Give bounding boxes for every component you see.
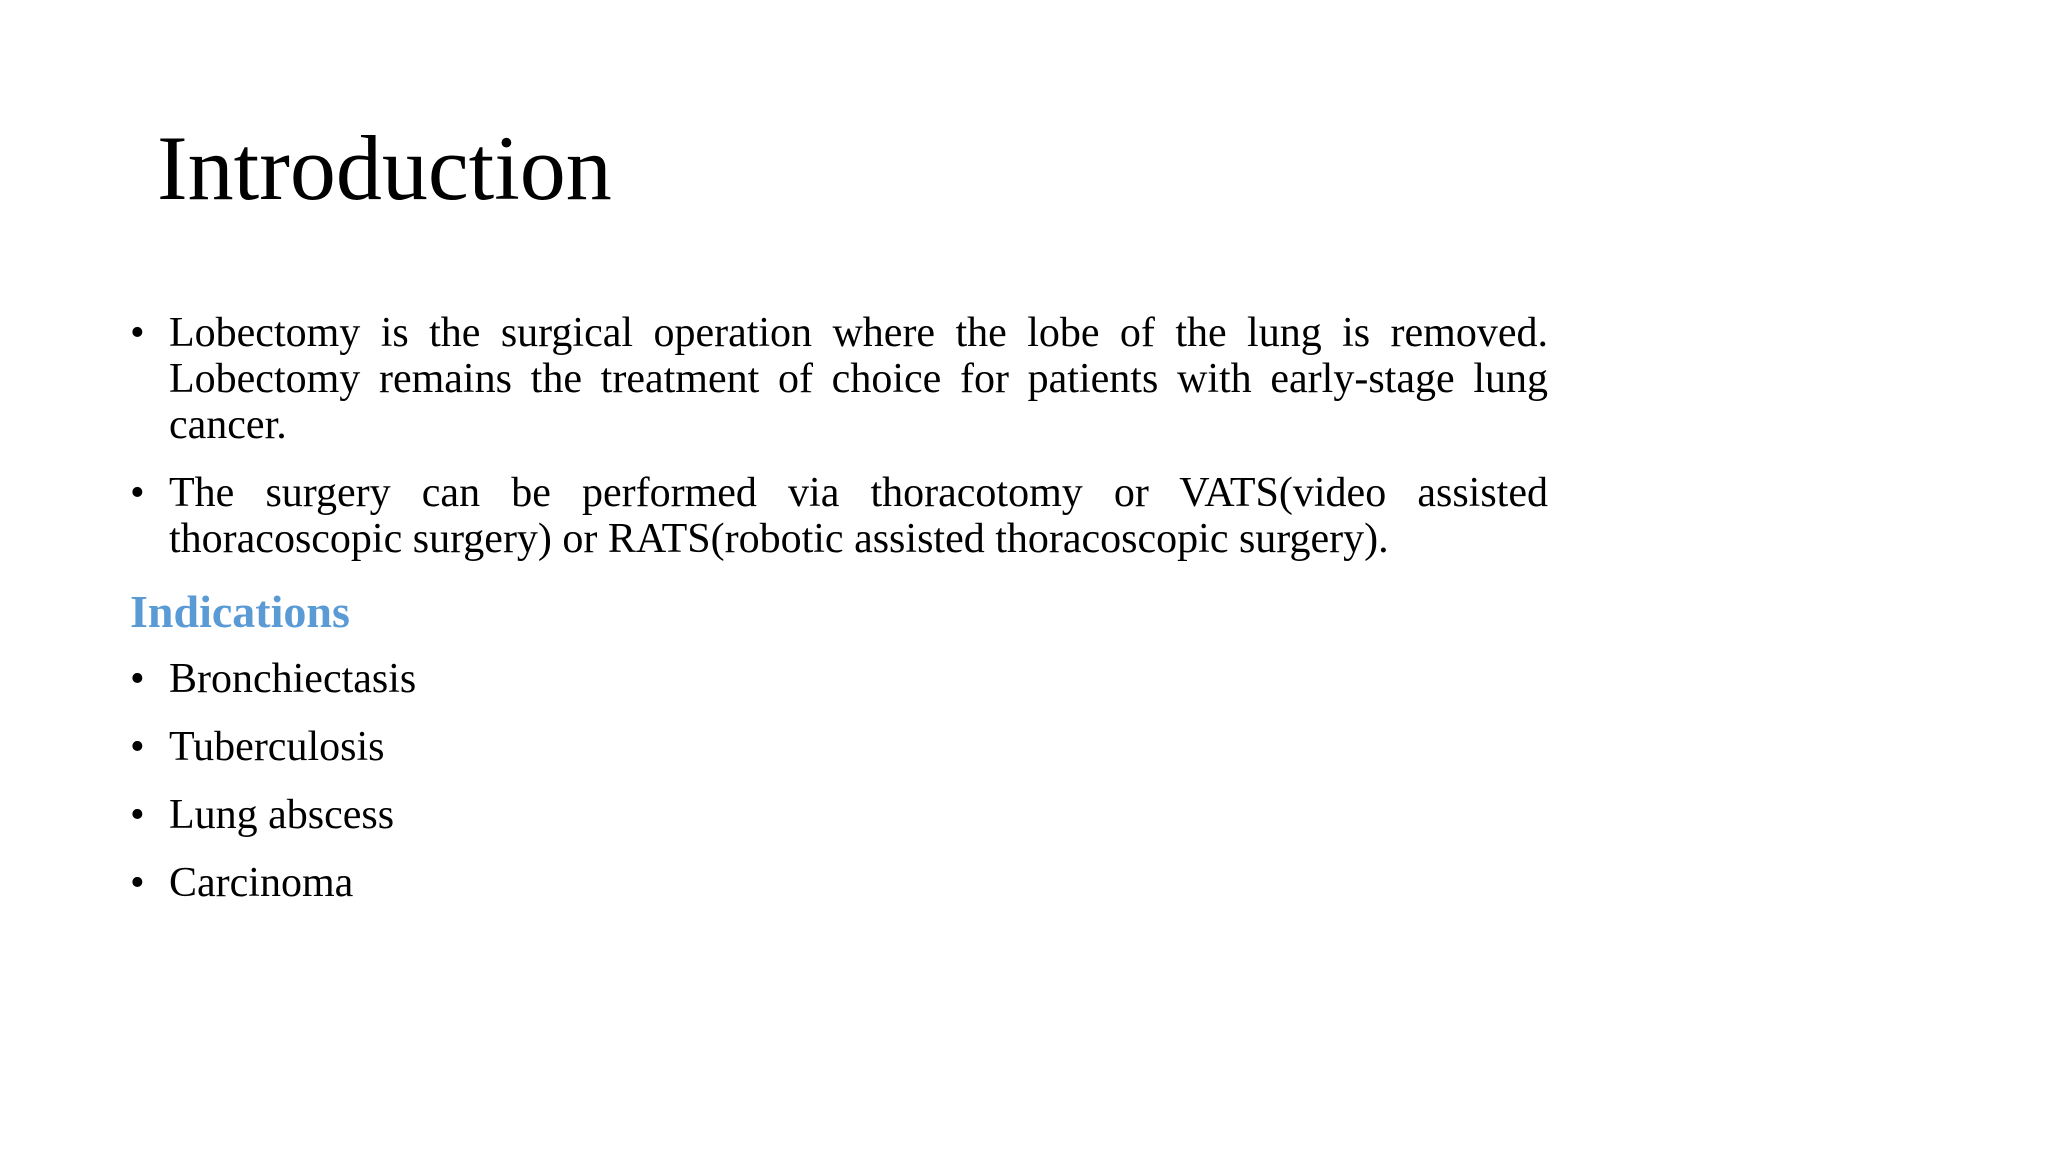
indications-bullet-list <box>130 656 1548 906</box>
bullet-text: Carcinoma <box>169 860 354 906</box>
list-item <box>130 310 1548 448</box>
bullet-text: The surgery can be performed via thoracotomy or VATS(video assisted thoracoscopic surgery) or RATS(robotic assisted thoracoscopic surgery). <box>169 470 1548 562</box>
list-item <box>130 792 1548 838</box>
bullet-text: Tuberculosis <box>169 724 385 770</box>
bullet-icon: • <box>130 310 145 356</box>
slide-content <box>130 310 1548 928</box>
bullet-icon: • <box>130 656 145 702</box>
list-item <box>130 860 1548 906</box>
intro-bullet-list <box>130 310 1548 562</box>
bullet-text: Lobectomy is the surgical operation where the lobe of the lung is removed. Lobectomy remains the treatment of choice for patients with early-stage lung cancer. <box>169 310 1548 448</box>
slide-title: Introduction <box>157 117 612 219</box>
list-item <box>130 724 1548 770</box>
bullet-icon: • <box>130 724 145 770</box>
bullet-icon: • <box>130 860 145 906</box>
bullet-text: Lung abscess <box>169 792 395 838</box>
list-item <box>130 470 1548 562</box>
bullet-icon: • <box>130 792 145 838</box>
list-item <box>130 656 1548 702</box>
section-heading-indications: Indications <box>130 586 350 637</box>
bullet-text: Bronchiectasis <box>169 656 417 702</box>
bullet-icon: • <box>130 470 145 516</box>
